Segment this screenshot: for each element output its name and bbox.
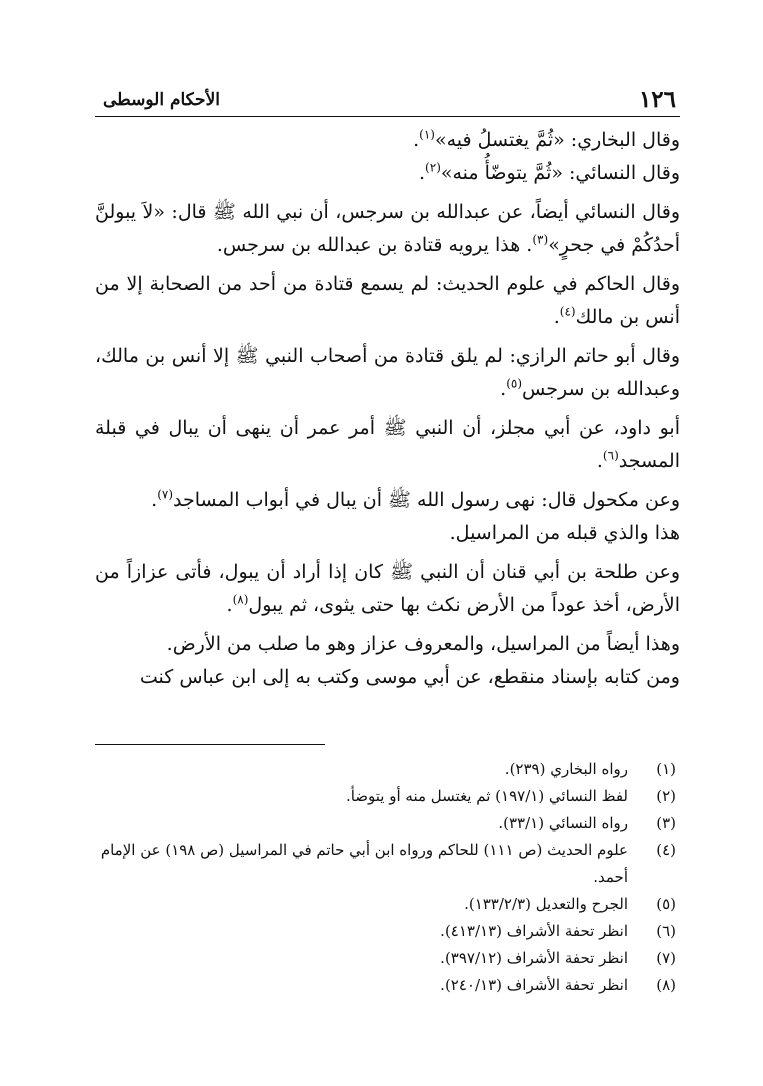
paragraph: وقال أبو حاتم الرازي: لم يلق قتادة من أصحاب النبي ﷺ إلا أنس بن مالك، وعبدالله بن سرجس$^{(٥)}$.: [95, 345, 680, 400]
footnote-item: [95, 945, 680, 972]
footnote-ref: (٨): [232, 592, 249, 607]
main-text: [95, 124, 680, 694]
paragraph: أبو داود، عن أبي مجلز، أن النبي ﷺ أمر عمر أن ينهى أن يبال في قبلة المسجد$^{(٦)}$.: [95, 417, 680, 472]
footnote-number: (٢): [656, 787, 676, 805]
footnote-text: رواه النسائي (٣٣/١).: [498, 814, 628, 832]
footnote-number: (٥): [656, 895, 676, 913]
footnote-number: (٤): [656, 841, 676, 859]
paragraph: وعن طلحة بن أبي قنان أن النبي ﷺ كان إذا أراد أن يبول، فأتى عزازاً من الأرض، أخذ عوداً من الأرض نكث بها حتى يثوى، ثم يبول$^{(٨)}$.: [95, 561, 680, 616]
footnote-ref: (١): [419, 127, 435, 142]
footnote-item: [95, 810, 680, 837]
paragraph: ومن كتابه بإسناد منقطع، عن أبي موسى وكتب به إلى ابن عباس كنت: [139, 666, 680, 688]
running-header: [95, 80, 680, 117]
footnote-ref: (٢): [425, 160, 441, 175]
book-title: الأحكام الوسطى: [103, 90, 220, 110]
paragraph: وعن مكحول قال: نهى رسول الله ﷺ أن يبال في أبواب المساجد$^{(٧)}$.: [151, 487, 680, 511]
footnote-ref: (٥): [506, 376, 523, 391]
footnote-text: رواه البخاري (٢٣٩).: [504, 760, 628, 778]
footnote-number: (٨): [656, 976, 676, 994]
paragraph: وقال النسائي أيضاً، عن عبدالله بن سرجس، أن نبي الله ﷺ قال: «لاَ يبولنَّ أحدُكُمْ في جحرٍ»$^{(٣)}$. هذا يرويه قتادة بن عبدالله بن سرجس.: [95, 201, 680, 256]
paragraph: وهذا أيضاً من المراسيل، والمعروف عزاز وهو ما صلب من الأرض.: [166, 633, 680, 655]
footnote-ref: (٦): [602, 448, 619, 463]
footnote-text: علوم الحديث (ص ١١١) للحاكم ورواه ابن أبي حاتم في المراسيل (ص ١٩٨) عن الإمام أحمد.: [100, 841, 628, 886]
paragraph: وقال البخاري: «ثُمَّ يغتسلُ فيه»$^{(١)}$.: [413, 127, 680, 151]
footnote-item: [95, 972, 680, 999]
footnote-text: انظر تحفة الأشراف (٢٤٠/١٣).: [440, 976, 628, 994]
page-number: ١٢٦: [638, 86, 676, 113]
footnote-number: (٣): [656, 814, 676, 832]
footnote-text: انظر تحفة الأشراف (٣٩٧/١٢).: [440, 949, 628, 967]
paragraph: هذا والذي قبله من المراسيل.: [449, 522, 680, 544]
footnote-text: الجرح والتعديل (١٣٣/٢/٣).: [464, 895, 628, 913]
footnote-number: (٦): [656, 922, 676, 940]
footnote-number: (١): [656, 760, 676, 778]
footnote-number: (٧): [656, 949, 676, 967]
footnote-text: لفظ النسائي (١٩٧/١) ثم يغتسل منه أو يتوضأ.: [345, 787, 628, 805]
footnote-ref: (٣): [532, 232, 549, 247]
footnote-item: [95, 756, 680, 783]
book-page: [95, 80, 680, 1040]
footnote-item: [95, 837, 680, 891]
footnote-ref: (٤): [559, 304, 576, 319]
footnotes: [95, 756, 680, 999]
footnote-item: [95, 918, 680, 945]
footnote-ref: (٧): [157, 487, 174, 502]
paragraph: وقال الحاكم في علوم الحديث: لم يسمع قتادة من أحد من الصحابة إلا من أنس بن مالك$^{(٤)}$.: [95, 273, 680, 328]
footnote-item: [95, 891, 680, 918]
paragraph: وقال النسائي: «ثُمَّ يتوضّأُ منه»$^{(٢)}$.: [419, 160, 680, 184]
footnote-item: [95, 783, 680, 810]
footnote-text: انظر تحفة الأشراف (٤١٣/١٣).: [440, 922, 628, 940]
footnote-divider: [95, 744, 325, 745]
